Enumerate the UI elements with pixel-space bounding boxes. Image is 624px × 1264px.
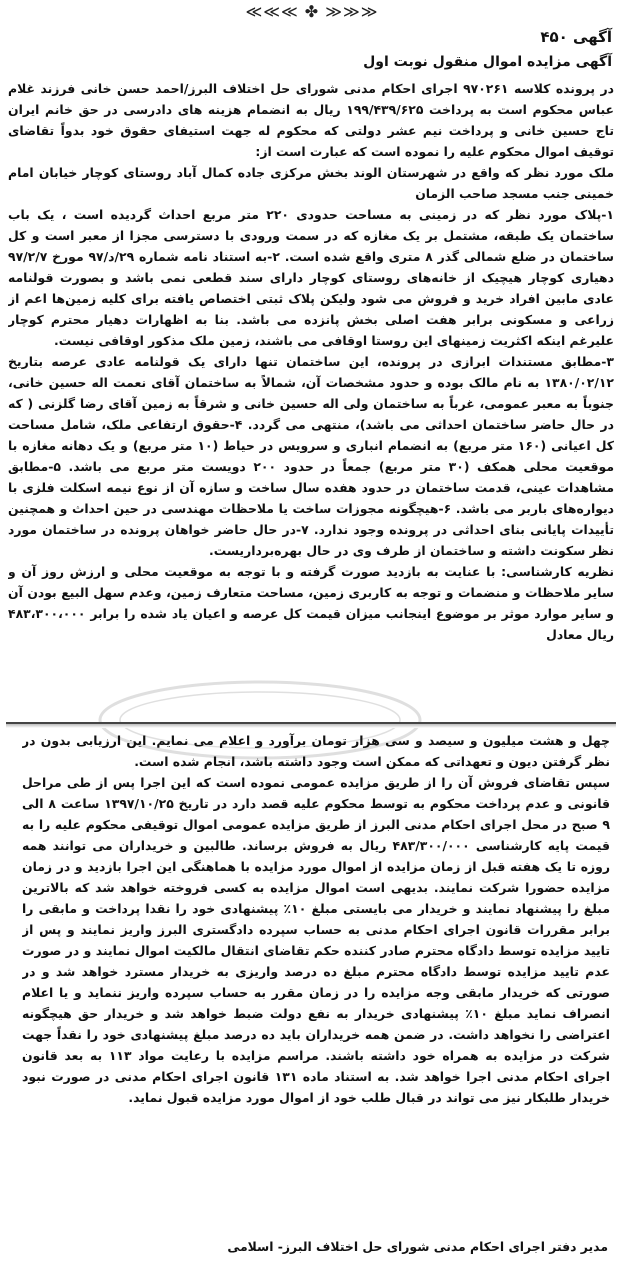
paragraph-item-3-7: ۳-مطابق مستندات ابرازی در پرونده، این ساختمان تنها دارای یک قولنامه عادی عرصه بتاریخ ۱۳۸۰/۰۲/۱۲ به نام مالک بوده و حدود مشخصات آن، شمالاً به ساختمان آقای نعمت اله حسین خانی، جنوباً به معبر عمومی، غرباً به ساختمان ولی اله حسین خانی و شرقاً به زمین آقای رضا گلزنی ( که در حال حاضر ساختمان احداثی می باشد)، منتهی می گردد. ۴-حقوق ارتفاعی ملک، شامل مساحت کل اعیانی (۱۶۰ متر مربع) به انضمام انباری و سرویس در حیاط (۱۰ متر مربع) و یک دهانه مغازه با موقعیت محلی همکف (۳۰ متر مربع) جمعاً در حدود ۲۰۰ دویست متر مربع می باشد. ۵-مطابق مشاهدات عینی، قدمت ساختمان در حدود هفده سال ساخت و سازه آن از نوع نیمه اسکلت فلزی با دیواره‌های باربر می باشد. ۶-هیچگونه مجوزات ساخت یا ملاحظات مهندسی در حین احداث و همچنین تأییدات پایانی بنای احداثی در پرونده وجود ندارد. ۷-در حال حاضر خواهان پرونده در ساختمان مورد نظر سکونت داشته و ساختمان از طرف وی در حال بهره‌برداریست. xyxy=(8,354,614,558)
paragraph-expert-opinion: نظریه کارشناسی: با عنایت به بازدید صورت گرفته و با توجه به موقعیت محلی و ارزش روز آن و سایر ملاحظات و منضمات و توجه به کاربری زمین، مساحت متعارف زمین، وعدم سهل البیع بودن آن و سایر موارد موثر بر موضوع اینجانب میزان قیمت کل عرصه و اعیان یاد شده را برابر ۴۸۳،۳۰۰،۰۰۰ ریال معادل xyxy=(8,564,614,642)
paragraph-valuation-words: چهل و هشت میلیون و سیصد و سی هزار تومان برآورد و اعلام می نمایم. این ارزیابی بدون در نظر گرفتن دیون و تعهداتی که ممکن است وجود داشته باشد، انجام شده است. xyxy=(22,733,610,769)
ad-number: آگهی ۴۵۰ xyxy=(540,28,612,46)
notice-body-part-1 xyxy=(8,78,614,718)
paragraph-property-location: ملک مورد نظر که واقع در شهرستان الوند بخش مرکزی جاده کمال آباد روستای کوچار خیابان امام خمینی جنب مسجد صاحب الزمان xyxy=(8,165,614,201)
notice-body-part-2 xyxy=(22,730,610,1254)
paragraph-item-1-2: ۱-پلاک مورد نظر که در زمینی به مساحت حدودی ۲۲۰ متر مربع احداث گردیده است ، یک باب ساختمان یک طبقه، مشتمل بر یک مغازه که در سمت ورودی با دسترسی مجزا از معبر است و کل ساختمان در ضلع شمالی گذر ۸ متری واقع شده است. ۲-به استناد نامه شماره ۲۹/د/۹۷ مورخ ۹۷/۲/۷ دهیاری کوچار هیچیک از خانه‌های روستای کوچار دارای سند قطعی نمی باشد و بصورت قولنامه عادی مابین افراد خرید و فروش می شود ولیکن پلاک ثبتی اختصاص یافته برای کلیه زمین‌ها اعم از زراعی و مسکونی برابر هفت اصلی بخش پانزده می باشد. بنا به اظهارات دهیار محترم کوچار علیرغم اینکه اکثریت زمینهای این روستا اوقافی می باشند، زمین ملک مذکور اوقافی نیست. xyxy=(8,207,614,348)
ad-title: آگهی مزایده اموال منقول نوبت اول xyxy=(363,54,612,70)
paragraph-auction-terms: سپس تقاضای فروش آن را از طریق مزایده عمومی نموده است که این اجرا پس از طی مراحل قانونی و عدم پرداخت محکوم به توسط محکوم علیه قصد دارد در تاریخ ۱۳۹۷/۱۰/۲۵ ساعت ۸ الی ۹ صبح در محل اجرای احکام مدنی البرز از طریق مزایده عمومی اموال توقیفی محکوم علیه را به قیمت پایه کارشناسی ۴۸۳/۳۰۰/۰۰۰ ریال به فروش برساند. طالبین و خریداران می توانند همه روزه تا یک هفته قبل از زمان مزایده از اموال مورد مزایده با هماهنگی این اجرا بازدید و در زمان مزایده حضورا شرکت نمایند. بدیهی است اموال مزایده به کسی فروخته خواهد شد که بالاترین مبلغ را پیشنهاد نمایند و خریدار می بایستی مبلغ ۱۰٪ پیشنهادی خود را نقدا پرداخت و مابقی را برابر مقررات قانون اجرای احکام مدنی به حساب سپرده دادگستری البرز واریز نمایند و پس از تایید مزایده توسط دادگاه محترم صادر کننده حکم تقاضای انتقال مالکیت اموال نمایند و در صورت عدم تایید مزایده توسط دادگاه محترم مبلغ ده درصد واریزی به خریدار مسترد خواهد شد و در صورتی که خریدار مابقی وجه مزایده را در زمان مقرر به حساب سپرده واریز ننماید و یا اعلام انصراف نماید مبلغ ۱۰٪ پیشنهادی خریدار به نفع دولت ضبط خواهد شد و خریدار حق هیچگونه اعتراضی را نخواهد داشت. در ضمن همه خریداران باید ده درصد مبلغ پیشنهادی خود را نقداً جهت شرکت در مزایده به همراه خود داشته باشند. مراسم مزایده با رعایت مواد ۱۱۳ به بعد قانون اجرای احکام مدنی اجرا خواهد شد. به استناد ماده ۱۳۱ قانون اجرای احکام مدنی در صورت نبود خریدار طلبکار نیز می تواند در قبال طلب خود از اموال مورد مزایده قبول نماید. xyxy=(22,775,610,1105)
signature-line: مدیر دفتر اجرای احکام مدنی شورای حل اختلاف البرز- اسلامی xyxy=(227,1239,608,1254)
header-ornament: ≪≪≪ ✤ ≫≫≫ xyxy=(245,2,379,21)
clipping-seam-shadow xyxy=(6,724,616,728)
paragraph-case-intro: در پرونده کلاسه ۹۷۰۲۶۱ اجرای احکام مدنی شورای حل اختلاف البرز/احمد حسن خانی فرزند غلام عباس محکوم است به پرداخت ۱۹۹/۴۳۹/۶۲۵ ریال به انضمام هزینه های دادرسی در حق خانم ایران تاج حسین خانی و پرداخت نیم عشر دولتی که محکوم له جهت استیفای حقوق خود بدواً تقاضای توقیف اموال محکوم علیه را نموده است که عبارت است از: xyxy=(8,81,614,159)
